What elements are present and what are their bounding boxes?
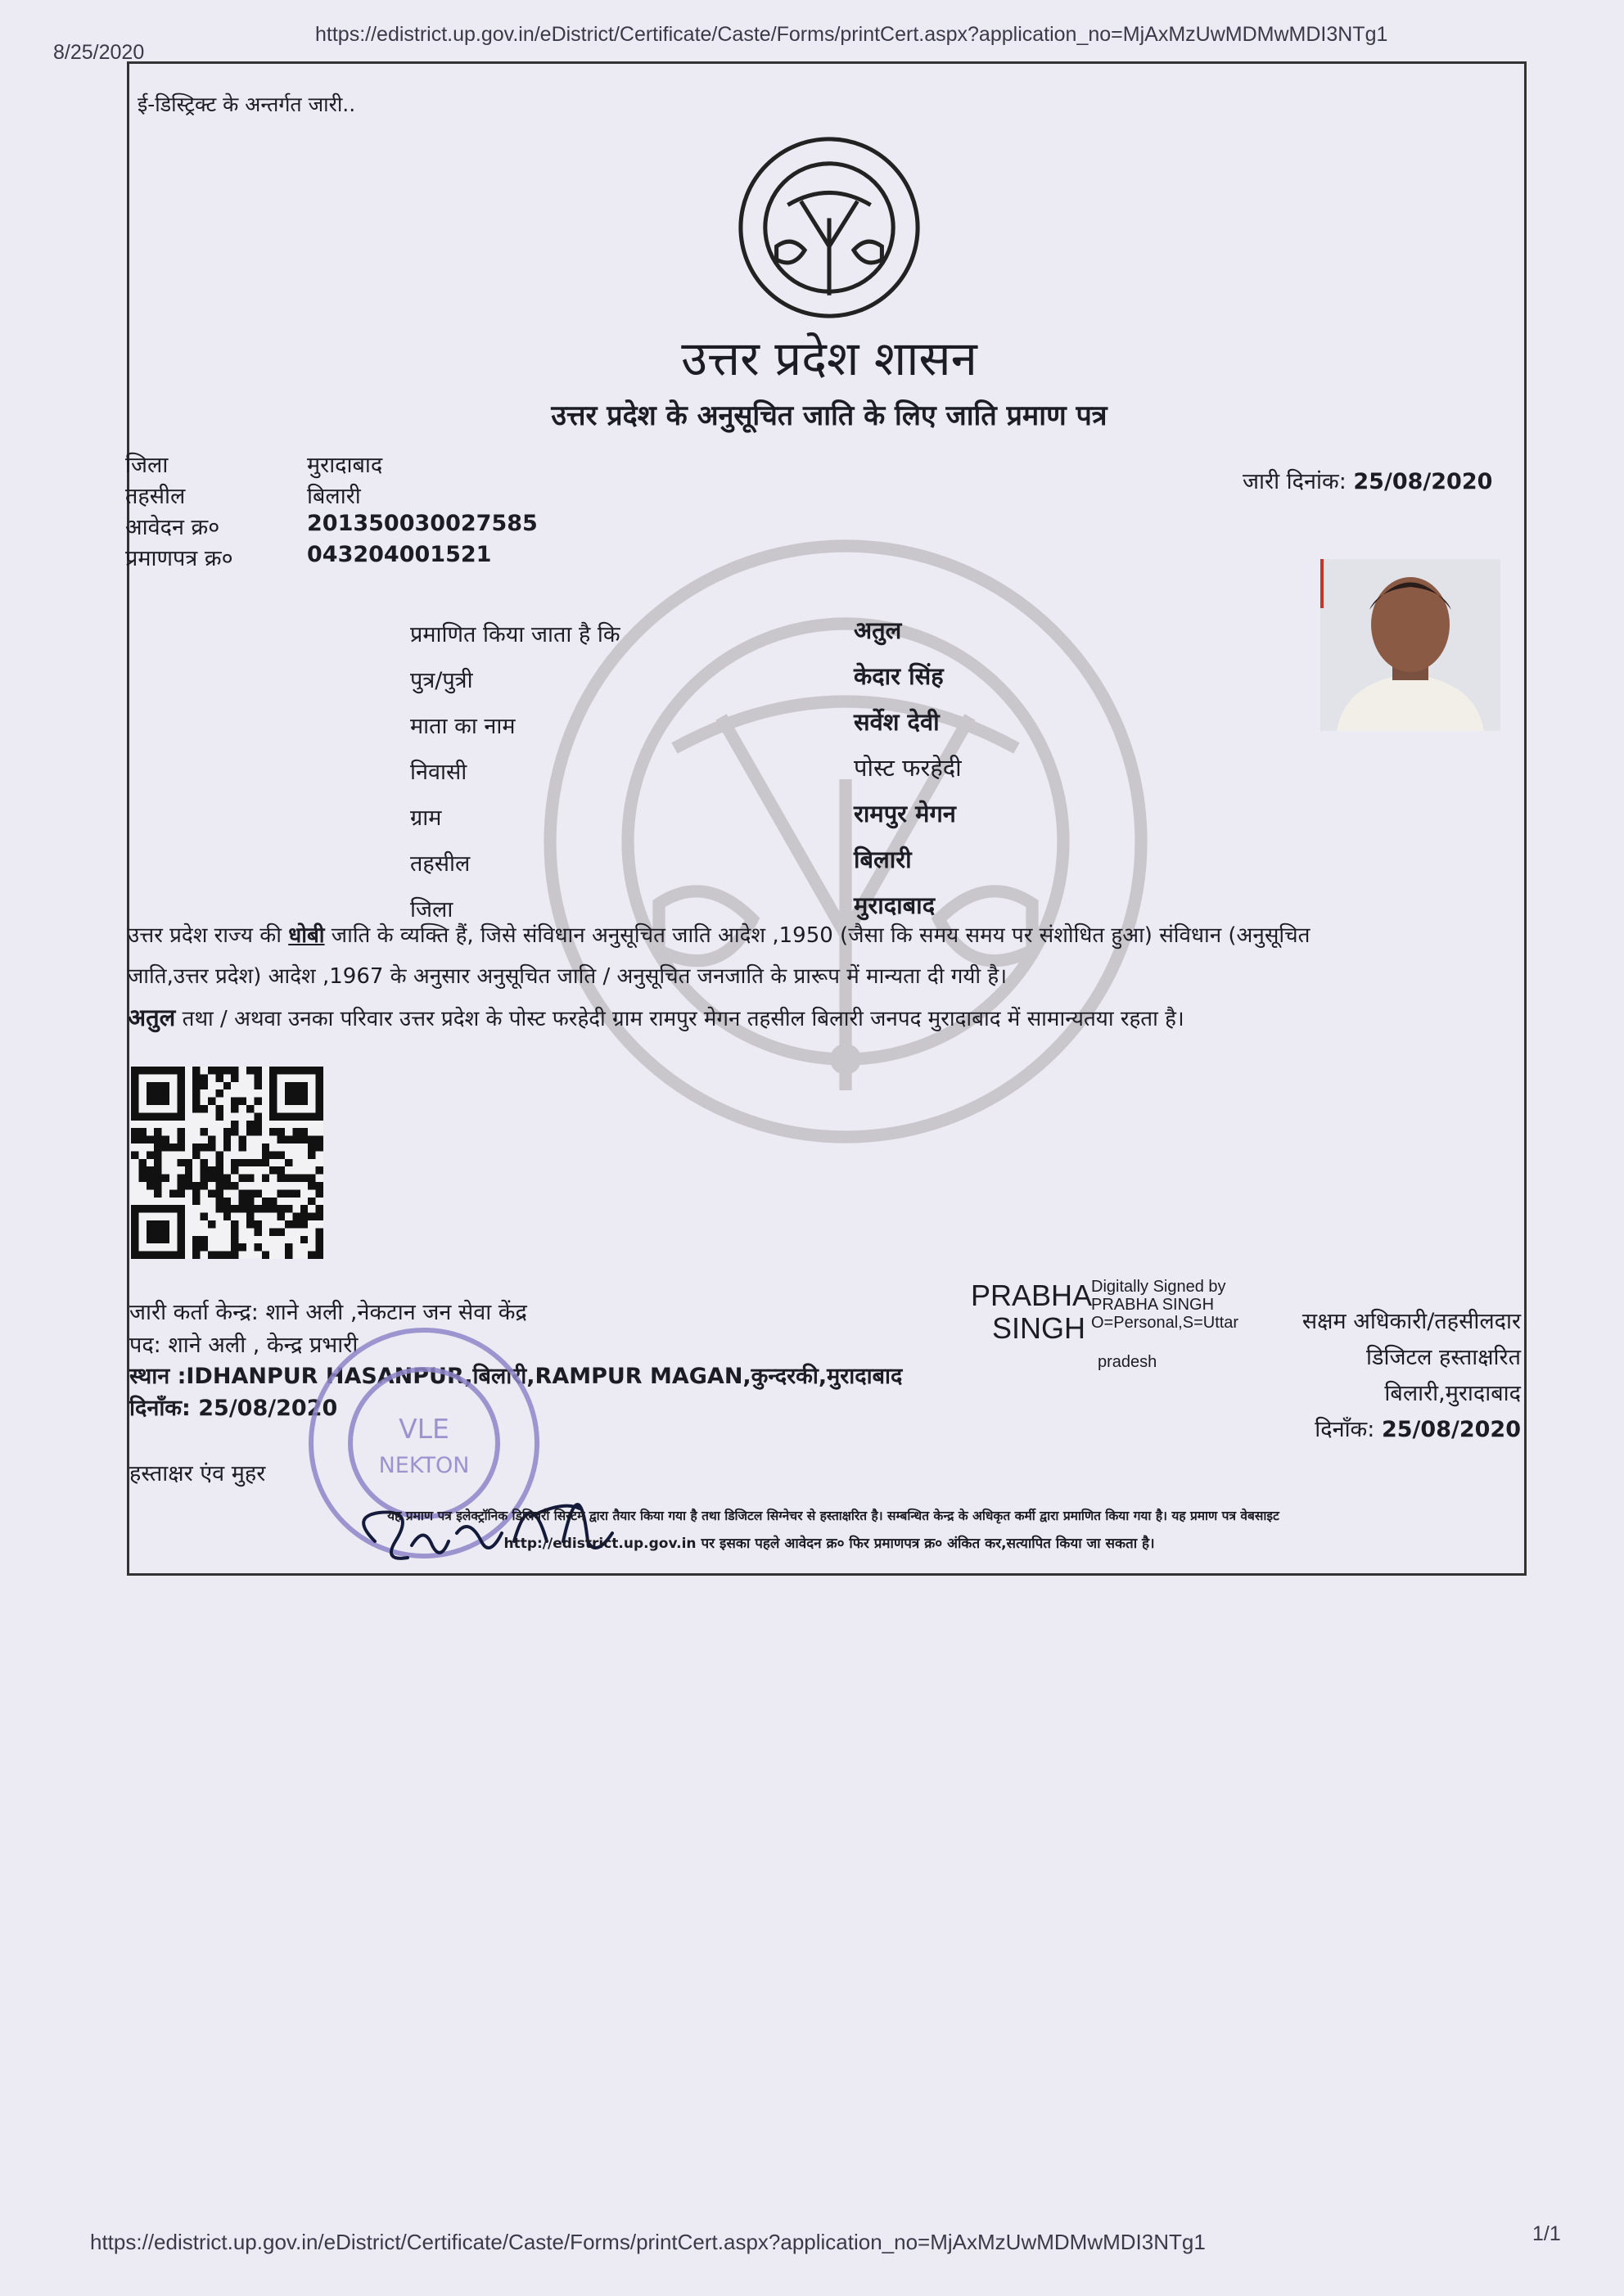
issued-under-text: ई-डिस्ट्रिक्ट के अन्तर्गत जारी.. — [138, 92, 356, 116]
digital-signature-info — [1091, 1278, 1238, 1332]
tehsil-label: तहसील — [125, 484, 186, 509]
application-no-value: 201350030027585 — [307, 511, 538, 536]
person-label-2: माता का नाम — [410, 714, 516, 739]
digital-sig-line1: Digitally Signed by — [1091, 1278, 1226, 1296]
print-url[interactable]: https://edistrict.up.gov.in/eDistrict/Certificate/Caste/Forms/printCert.aspx?application_no=MjAxMzUwMDMwMDI3NTg1 — [315, 23, 1388, 46]
authority-date — [1247, 1412, 1521, 1448]
seal-text: VLE — [399, 1413, 449, 1445]
government-heading: उत्तर प्रदेश शासन — [681, 331, 977, 386]
district-value: मुरादाबाद — [307, 453, 383, 478]
tehsil-value: बिलारी — [307, 484, 361, 509]
issuer-post: पद: शाने अली , केन्द्र प्रभारी — [129, 1333, 359, 1358]
person-value-6: मुरादाबाद — [854, 891, 936, 919]
print-page-count: 1/1 — [1532, 2222, 1561, 2245]
person-value-3: पोस्ट फरहेदी — [854, 754, 962, 782]
person-value-4: रामपुर मेगन — [854, 800, 956, 828]
digital-sig-line4: pradesh — [1098, 1353, 1157, 1371]
handwritten-signature — [318, 1419, 727, 1582]
person-label-1: पुत्र/पुत्री — [410, 668, 473, 693]
issuing-centre: जारी कर्ता केन्द्र: शाने अली ,नेकटान जन सेवा केंद्र — [129, 1300, 527, 1325]
applicant-photo — [1320, 559, 1500, 731]
person-label-3: निवासी — [410, 760, 467, 785]
person-value-5: बिलारी — [854, 846, 912, 873]
authority-date-label: दिनाँक: — [1315, 1417, 1375, 1442]
authority-line1: सक्षम अधिकारी/तहसीलदार — [1301, 1309, 1521, 1334]
para2-rest: तथा / अथवा उनका परिवार उत्तर प्रदेश के पोस्ट फरहेदी ग्राम रामपुर मेगन तहसील बिलारी जनपद मुरादाबाद में सामान्यतया रहता है। — [175, 1007, 1184, 1031]
caste-paragraph — [128, 915, 1519, 1040]
person-value-1: केदार सिंह — [854, 662, 944, 690]
issue-date-label: जारी दिनांक: — [1243, 469, 1347, 494]
person-value-0: अतुल — [854, 616, 902, 644]
issue-date-value: 25/08/2020 — [1353, 469, 1493, 494]
certificate-no-label: प्रमाणपत्र क्र० — [125, 546, 233, 571]
person-label-6: जिला — [410, 897, 453, 922]
footer-notice-line1: यह प्रमाण पत्र इलेक्ट्रॉनिक डिलिवरी सिस्टम द्वारा तैयार किया गया है तथा डिजिटल सिग्नेचर से हस्ताक्षरित है। सम्बन्धित केन्द्र के अधिकृत कर्मी द्वारा प्रमाणित किया गया है। यह प्रमाण पत्र वेबसाइट — [387, 1509, 1279, 1523]
certificate-title: उत्तर प्रदेश के अनुसूचित जाति के लिए जाति प्रमाण पत्र — [551, 399, 1107, 432]
seal-text-2: NEKTON — [378, 1453, 470, 1478]
authority-line2: डिजिटल हस्ताक्षरित — [1366, 1345, 1521, 1370]
signer-name — [971, 1279, 1093, 1345]
district-label: जिला — [125, 453, 169, 478]
certificate-no-value: 043204001521 — [307, 542, 492, 567]
digital-sig-line3: O=Personal,S=Uttar — [1091, 1314, 1239, 1332]
certificate-frame — [127, 61, 1527, 1576]
signer-name-line1: PRABHA — [971, 1279, 1093, 1312]
issue-place: स्थान :IDHANPUR HASANPUR,बिलारी,RAMPUR MAGAN,कुन्दरकी,मुरादाबाद — [129, 1364, 903, 1389]
print-footer-url[interactable]: https://edistrict.up.gov.in/eDistrict/Certificate/Caste/Forms/printCert.aspx?application_no=MjAxMzUwMDMwMDI3NTg1 — [90, 2230, 1206, 2254]
person-label-0: प्रमाणित किया जाता है कि — [410, 622, 620, 647]
signature-label: हस्ताक्षर एंव मुहर — [129, 1461, 266, 1486]
para1-line2: जाति,उत्तर प्रदेश) आदेश ,1967 के अनुसार अनुसूचित जाति / अनुसूचित जनजाति के प्रारूप में मान्यता दी गयी है। — [128, 964, 1008, 989]
para1-start: उत्तर प्रदेश राज्य की — [128, 923, 289, 948]
person-value-2: सर्वेश देवी — [854, 708, 940, 736]
qr-code — [131, 1067, 323, 1259]
para2-name: अतुल — [128, 1004, 176, 1031]
caste-name: धोबी — [288, 923, 325, 948]
authority-line3: बिलारी,मुरादाबाद — [1384, 1381, 1521, 1406]
authority-block — [1247, 1304, 1521, 1448]
digital-sig-line2: PRABHA SINGH — [1091, 1296, 1215, 1314]
footer-notice-line2: http://edistrict.up.gov.in पर इसका पहले आवेदन क्र० फिर प्रमाणपत्र क्र० अंकित कर,सत्यापित किया जा सकता है। — [503, 1536, 1155, 1552]
para1-rest: जाति के व्यक्ति हैं, जिसे संविधान अनुसूचित जाति आदेश ,1950 (जैसा कि समय समय पर संशोधित हुआ) संविधान (अनुसूचित — [324, 923, 1310, 948]
person-label-5: तहसील — [410, 851, 471, 877]
application-no-label: आवेदन क्र० — [125, 515, 220, 540]
issuer-date-value: 25/08/2020 — [198, 1396, 338, 1421]
signer-name-line2: SINGH — [991, 1311, 1085, 1345]
authority-date-value: 25/08/2020 — [1381, 1417, 1521, 1442]
print-date: 8/25/2020 — [53, 41, 145, 64]
issuer-date-label: दिनाँक: — [129, 1396, 191, 1421]
up-emblem-icon — [735, 133, 923, 322]
emblem-watermark — [535, 530, 1157, 1153]
issue-date — [1243, 465, 1492, 495]
person-label-4: ग्राम — [410, 805, 442, 831]
